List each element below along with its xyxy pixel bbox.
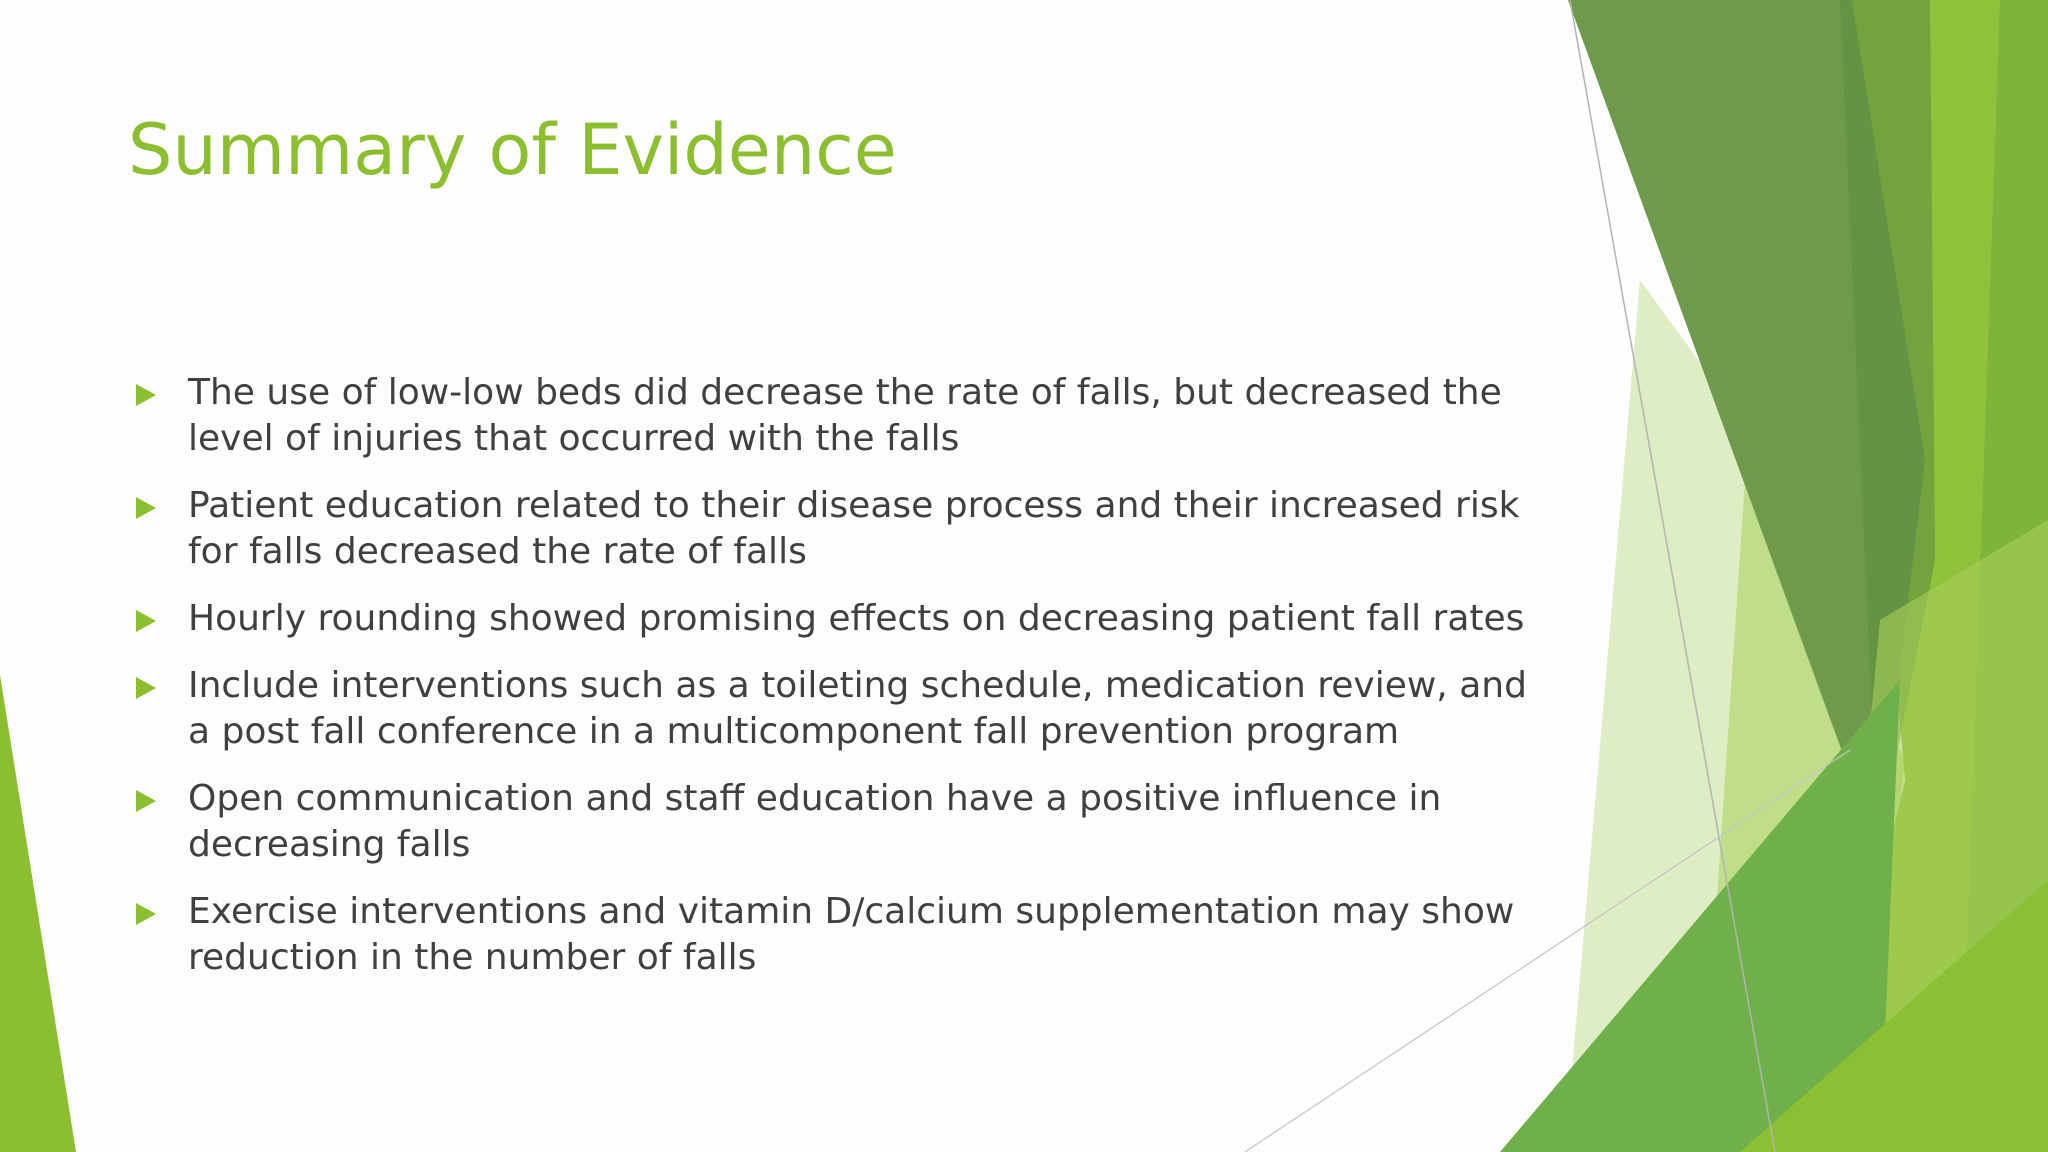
- bullet-text: Hourly rounding showed promising effects on decreasing patient fall rates: [188, 598, 1525, 639]
- bullet-text: Exercise interventions and vitamin D/calcium supplementation may show reduction in the number of falls: [188, 891, 1515, 978]
- triangle-right-icon: [136, 790, 156, 812]
- bullet-text: Open communication and staff education have a positive influence in decreasing falls: [188, 778, 1442, 865]
- slide-title: Summary of Evidence: [128, 109, 897, 191]
- triangle-right-icon: [136, 497, 156, 519]
- triangle-right-icon: [136, 610, 156, 632]
- bullet-item: [132, 889, 1542, 981]
- bullet-list: [132, 370, 1542, 1002]
- triangle-right-icon: [136, 384, 156, 406]
- bullet-text: The use of low-low beds did decrease the rate of falls, but decreased the level of injuries that occurred with the falls: [188, 372, 1502, 459]
- bullet-item: [132, 370, 1542, 462]
- bullet-text: Patient education related to their disease process and their increased risk for falls decreased the rate of falls: [188, 485, 1520, 572]
- bullet-item: [132, 483, 1542, 575]
- bullet-item: [132, 596, 1542, 642]
- left-green-sliver: [0, 675, 76, 1152]
- bullet-text: Include interventions such as a toileting schedule, medication review, and a post fall conference in a multicomponent fall prevention program: [188, 665, 1527, 752]
- triangle-right-icon: [136, 903, 156, 925]
- triangle-right-icon: [136, 677, 156, 699]
- bullet-item: [132, 663, 1542, 755]
- bullet-item: [132, 776, 1542, 868]
